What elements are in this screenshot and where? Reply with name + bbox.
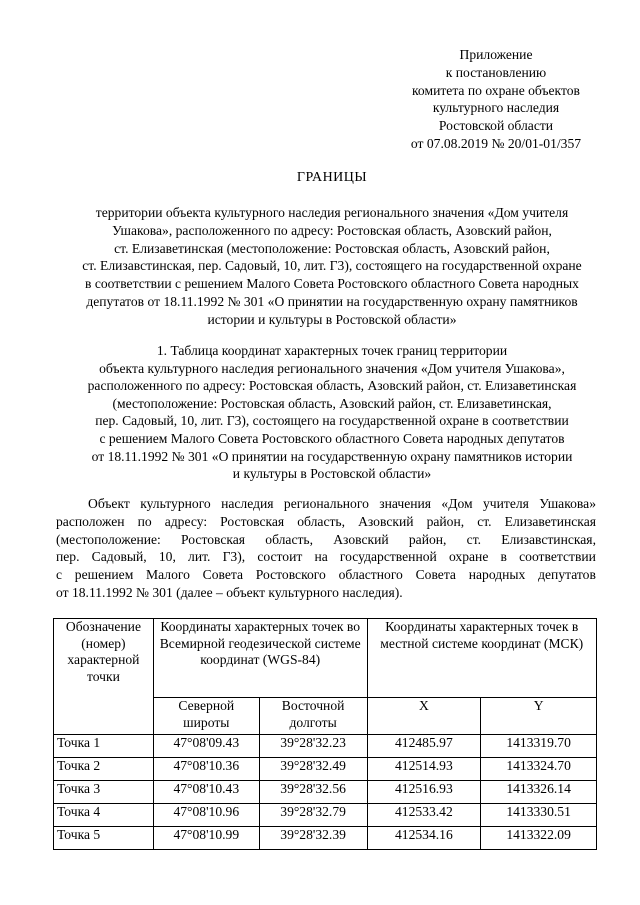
paragraph-word: решением (74, 567, 134, 583)
description-paragraph (56, 495, 596, 602)
table-title-line: (местоположение: Ростовская область, Азовский район, ст. Елизаветинская, (112, 395, 552, 411)
table-title-line: расположенного по адресу: Ростовская область, Азовский район, ст. Елизаветинская (87, 378, 577, 394)
paragraph-line (56, 548, 596, 566)
table-title-line: объекта культурного наследия регионального значения «Дом учителя Ушакова», (99, 360, 565, 376)
table-row (54, 735, 597, 758)
paragraph-word: охране (448, 549, 489, 565)
paragraph-word: наследия (221, 496, 274, 511)
cell-east: 39°28'32.39 (259, 827, 367, 850)
paragraph-word: Ростовская (181, 531, 246, 547)
paragraph-word: государственной (339, 549, 437, 565)
paragraph-word: Садовый, (91, 549, 147, 565)
paragraph-word: область, (297, 513, 346, 529)
cell-point: Точка 1 (54, 735, 154, 758)
intro-line: депутатов от 18.11.1992 № 301 «О принятии на государственную охрану памятников (86, 293, 578, 309)
cell-y: 1413319.70 (481, 735, 597, 758)
paragraph-word: Елизавстинская, (501, 531, 596, 547)
paragraph-word: областного (338, 567, 403, 583)
cell-point: Точка 4 (54, 804, 154, 827)
paragraph-word: Азовский (358, 513, 414, 529)
appendix-line: Приложение (459, 47, 533, 62)
cell-y: 1413324.70 (481, 758, 597, 781)
paragraph-word: Совета (415, 567, 456, 583)
paragraph-word: на (314, 549, 328, 565)
coordinates-table (53, 618, 597, 850)
appendix-line: к постановлению (445, 64, 547, 80)
table-row (54, 804, 597, 827)
paragraph-line: от 18.11.1992 № 301 (далее – объект культурного наследия). (56, 584, 403, 600)
paragraph-word: Азовский (333, 531, 389, 547)
header-x: X (367, 698, 481, 735)
paragraph-word: расположен (56, 513, 125, 529)
table-header-row (54, 619, 597, 698)
header-y: Y (481, 698, 597, 735)
header-north: Северной широты (153, 698, 259, 735)
paragraph-word: регионального (283, 496, 369, 511)
paragraph-word: Малого (146, 567, 190, 583)
paragraph-word: с (56, 567, 63, 583)
paragraph-word: область, (265, 531, 314, 547)
paragraph-word: Объект (88, 496, 130, 511)
cell-x: 412533.42 (367, 804, 481, 827)
paragraph-word: 10, (158, 549, 176, 565)
cell-north: 47°08'10.99 (153, 827, 259, 850)
paragraph-word: в (500, 549, 507, 565)
cell-east: 39°28'32.56 (259, 781, 367, 804)
appendix-line: комитета по охране объектов (412, 82, 580, 98)
cell-east: 39°28'32.49 (259, 758, 367, 781)
paragraph-word: Елизаветинская (504, 513, 596, 529)
intro-line: ст. Елизаветинская (местоположение: Ростовская область, Азовский район, (114, 240, 550, 256)
cell-east: 39°28'32.23 (259, 735, 367, 758)
appendix-block (388, 46, 604, 153)
paragraph-line (56, 513, 596, 531)
paragraph-word: район, (426, 513, 465, 529)
paragraph-line (56, 531, 596, 549)
intro-block (40, 204, 624, 329)
cell-north: 47°08'09.43 (153, 735, 259, 758)
table-title-line: пер. Садовый, 10, лит. Г3), состоящего на государственной охране в соответствии (95, 413, 569, 429)
cell-north: 47°08'10.43 (153, 781, 259, 804)
intro-line: истории и культуры в Ростовской области» (207, 311, 457, 327)
cell-y: 1413322.09 (481, 827, 597, 850)
paragraph-word: Ростовского (255, 567, 326, 583)
appendix-line: от 07.08.2019 № 20/01-01/357 (410, 135, 582, 151)
paragraph-word: Г3), (222, 549, 246, 565)
table-row (54, 758, 597, 781)
cell-x: 412534.16 (367, 827, 481, 850)
table-title-block (40, 342, 624, 483)
header-msk: Координаты характерных точек в местной системе координат (МСК) (367, 619, 597, 698)
paragraph-word: ст. (466, 531, 482, 547)
paragraph-word: Совета (202, 567, 244, 583)
table-title-line: с решением Малого Совета Ростовского областного Совета народных депутатов (99, 430, 565, 446)
paragraph-line (56, 566, 596, 584)
paragraph-word: район, (408, 531, 447, 547)
cell-y: 1413326.14 (481, 781, 597, 804)
paragraph-word: лит. (188, 549, 211, 565)
cell-x: 412516.93 (367, 781, 481, 804)
paragraph-line (56, 495, 596, 513)
cell-east: 39°28'32.79 (259, 804, 367, 827)
cell-point: Точка 5 (54, 827, 154, 850)
header-wgs84: Координаты характерных точек во Всемирной геодезической системе координат (WGS-84) (153, 619, 367, 698)
paragraph-word: значения (379, 496, 432, 511)
paragraph-word: народных (468, 567, 526, 583)
table-row (54, 827, 597, 850)
paragraph-word: Ушакова» (539, 496, 596, 511)
paragraph-word: пер. (56, 549, 80, 565)
appendix-line: культурного наследия (432, 100, 560, 116)
table-title-line: от 18.11.1992 № 301 «О принятии на государственную охрану памятников истории (91, 448, 573, 464)
intro-line: в соответствии с решением Малого Совета Ростовского областного Совета народных (85, 276, 579, 292)
table-title-line: 1. Таблица координат характерных точек границ территории (156, 343, 508, 358)
header-designation: Обозначение (номер) характерной точки (54, 619, 154, 735)
intro-line: ст. Елизавстинская, пер. Садовый, 10, лит. Г3), состоящего на государственной охране (82, 258, 582, 274)
appendix-line: Ростовской области (438, 118, 554, 134)
document-title: ГРАНИЦЫ (296, 170, 368, 185)
paragraph-word: «Дом (441, 496, 473, 511)
cell-x: 412514.93 (367, 758, 481, 781)
table-row (54, 781, 597, 804)
cell-point: Точка 3 (54, 781, 154, 804)
intro-line: Ушакова», расположенного по адресу: Ростовская область, Азовский район, (112, 222, 552, 238)
cell-x: 412485.97 (367, 735, 481, 758)
header-east: Восточной долготы (259, 698, 367, 735)
paragraph-word: адресу: (164, 513, 208, 529)
paragraph-word: учителя (483, 496, 529, 511)
intro-line: территории объекта культурного наследия регионального значения «Дом учителя (95, 205, 569, 220)
cell-point: Точка 2 (54, 758, 154, 781)
cell-north: 47°08'10.96 (153, 804, 259, 827)
paragraph-word: культурного (140, 496, 211, 511)
paragraph-word: Ростовская (220, 513, 285, 529)
paragraph-word: состоит (257, 549, 303, 565)
cell-y: 1413330.51 (481, 804, 597, 827)
paragraph-word: соответствии (519, 549, 596, 565)
paragraph-word: по (137, 513, 152, 529)
paragraph-word: (местоположение: (56, 531, 161, 547)
cell-north: 47°08'10.36 (153, 758, 259, 781)
table-title-line: и культуры в Ростовской области» (232, 466, 432, 482)
paragraph-word: депутатов (538, 567, 596, 583)
paragraph-word: ст. (477, 513, 492, 529)
